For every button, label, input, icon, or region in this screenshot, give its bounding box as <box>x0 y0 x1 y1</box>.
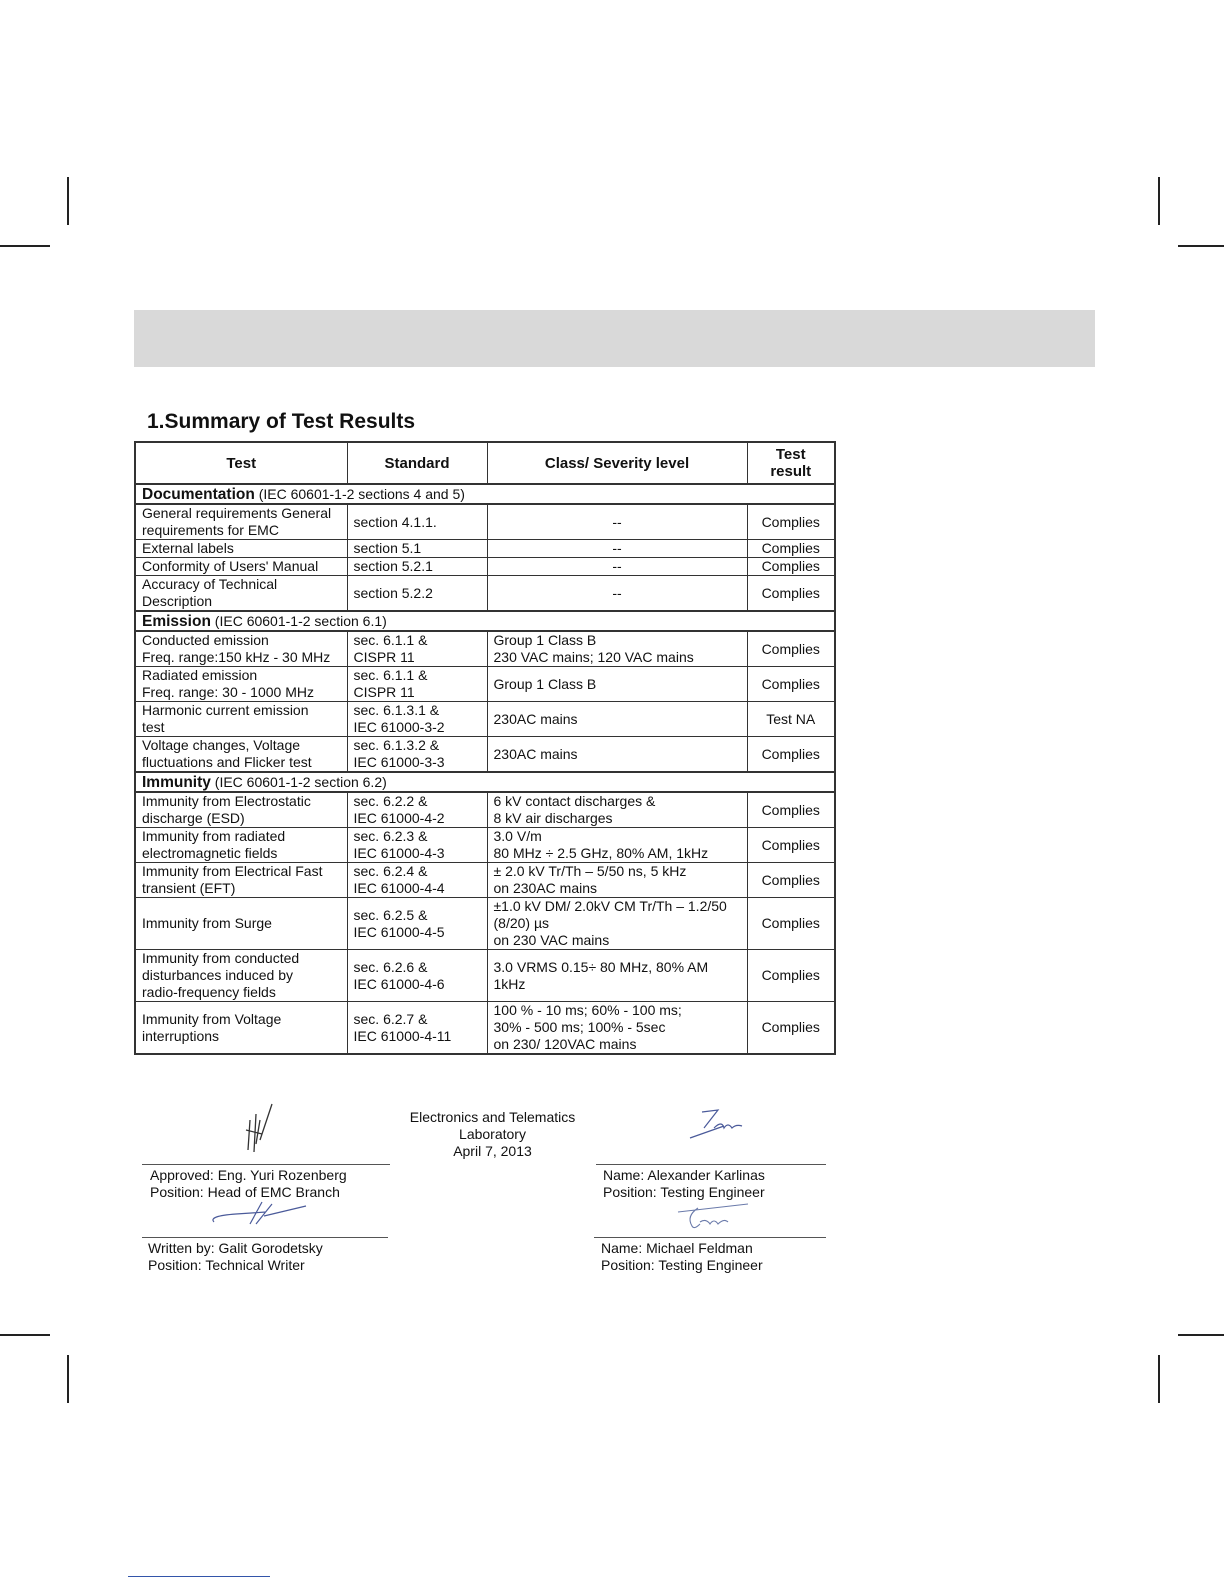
severity-level: 3.0 VRMS 0.15÷ 80 MHz, 80% AM <box>493 958 709 975</box>
cell-class <box>487 792 747 828</box>
cell-class <box>487 828 747 863</box>
group-row <box>135 611 835 631</box>
cell-test <box>135 576 347 612</box>
severity-level: Group 1 Class B <box>493 632 597 648</box>
severity-level: ± 2.0 kV Tr/Th – 5/50 ns, 5 kHz <box>493 863 687 879</box>
severity-level: -- <box>612 558 622 574</box>
severity-level: 3.0 V/m <box>493 828 542 844</box>
cell-test <box>135 540 347 558</box>
table-row <box>135 702 835 737</box>
tester2-position: Position: Testing Engineer <box>601 1257 763 1273</box>
cell-standard <box>347 950 487 1002</box>
cell-result: Complies <box>747 540 835 558</box>
cell-standard <box>347 792 487 828</box>
header-result-line2: result <box>770 463 812 480</box>
severity-level: 100 % - 10 ms; 60% - 100 ms; <box>493 1002 682 1018</box>
standard-ref: CISPR 11 <box>353 649 415 665</box>
crop-mark <box>1158 1355 1160 1403</box>
group-reference: (IEC 60601-1-2 section 6.2) <box>210 773 387 790</box>
group-row <box>135 484 835 504</box>
crop-mark <box>67 177 69 225</box>
test-name: Radiated emission <box>142 667 258 683</box>
test-name: requirements for EMC <box>142 522 279 538</box>
crop-mark <box>67 1355 69 1403</box>
table-row <box>135 631 835 667</box>
severity-level: ±1.0 kV DM/ 2.0kV CM Tr/Th – 1.2/50 <box>493 898 727 914</box>
crop-mark <box>1158 177 1160 225</box>
signature-line <box>594 1237 826 1238</box>
header-result-line1: Test <box>775 446 806 463</box>
written-name: Written by: Galit Gorodetsky <box>148 1240 323 1256</box>
severity-level: (8/20) µs <box>493 915 550 931</box>
test-name: interruptions <box>142 1027 220 1044</box>
table-row <box>135 792 835 828</box>
tester2-name: Name: Michael Feldman <box>601 1240 753 1256</box>
cell-result: Test NA <box>747 702 835 737</box>
test-name: Immunity from radiated <box>142 828 286 844</box>
cell-test <box>135 631 347 667</box>
cell-class <box>487 737 747 773</box>
standard-ref: IEC 61000-3-3 <box>353 754 445 770</box>
test-name: Conducted emission <box>142 632 269 648</box>
table-row <box>135 504 835 540</box>
footnote-rule <box>128 1576 270 1577</box>
test-name: Immunity from Electrostatic <box>142 793 311 809</box>
severity-level: 230AC mains <box>493 745 578 762</box>
group-reference: (IEC 60601-1-2 section 6.1) <box>210 612 387 629</box>
standard-ref: IEC 61000-4-5 <box>353 923 445 940</box>
standard-ref: sec. 6.2.7 & <box>353 1010 428 1027</box>
standard-ref: IEC 61000-4-2 <box>353 810 445 826</box>
approved-name: Approved: Eng. Yuri Rozenberg <box>150 1167 347 1183</box>
header-band <box>134 310 1095 367</box>
cell-result: Complies <box>747 1002 835 1055</box>
test-name: External labels <box>142 540 234 556</box>
group-name: Emission <box>142 612 211 630</box>
severity-level: Group 1 Class B <box>493 675 597 692</box>
signature-line <box>596 1164 826 1165</box>
cell-standard <box>347 558 487 576</box>
group-name: Documentation <box>142 485 255 503</box>
cell-result: Complies <box>747 792 835 828</box>
signature-line <box>142 1237 388 1238</box>
cell-result: Complies <box>747 667 835 702</box>
severity-level: 230 VAC mains; 120 VAC mains <box>493 649 694 665</box>
cell-standard <box>347 504 487 540</box>
severity-level: 8 kV air discharges <box>493 810 613 826</box>
tester2-block <box>601 1240 763 1274</box>
group-header <box>135 484 835 504</box>
standard-ref: section 5.2.1 <box>353 558 433 574</box>
standard-ref: section 5.1 <box>353 540 422 556</box>
cell-result: Complies <box>747 828 835 863</box>
header-test: Test <box>135 442 347 484</box>
test-name: Freq. range: 30 - 1000 MHz <box>142 684 314 700</box>
cell-class <box>487 576 747 612</box>
standard-ref: CISPR 11 <box>353 684 415 700</box>
cell-test <box>135 558 347 576</box>
test-name: disturbances induced by <box>142 967 293 983</box>
standard-ref: sec. 6.2.5 & <box>353 906 428 923</box>
cell-standard <box>347 631 487 667</box>
severity-level: 1kHz <box>493 975 526 992</box>
standard-ref: sec. 6.2.2 & <box>353 793 428 809</box>
standard-ref: IEC 61000-3-2 <box>353 719 445 735</box>
table-row <box>135 1002 835 1055</box>
cell-class <box>487 898 747 950</box>
cell-standard <box>347 540 487 558</box>
group-header <box>135 611 835 631</box>
cell-standard <box>347 702 487 737</box>
test-name: Description <box>142 593 213 609</box>
table-row <box>135 667 835 702</box>
group-reference: (IEC 60601-1-2 sections 4 and 5) <box>254 485 465 502</box>
cell-result: Complies <box>747 737 835 773</box>
lab-name-line2: Laboratory <box>459 1126 526 1142</box>
cell-result: Complies <box>747 950 835 1002</box>
test-name: Accuracy of Technical <box>142 576 278 592</box>
table-row <box>135 540 835 558</box>
table-row <box>135 863 835 898</box>
cell-test <box>135 737 347 773</box>
table-row <box>135 576 835 612</box>
standard-ref: sec. 6.1.1 & <box>353 667 428 683</box>
approved-block <box>150 1167 347 1201</box>
cell-standard <box>347 1002 487 1055</box>
test-name: Immunity from conducted <box>142 950 300 966</box>
cell-standard <box>347 898 487 950</box>
test-name: electromagnetic fields <box>142 845 278 861</box>
cell-class <box>487 631 747 667</box>
standard-ref: sec. 6.2.4 & <box>353 863 428 879</box>
crop-mark <box>1178 245 1224 247</box>
cell-standard <box>347 828 487 863</box>
standard-ref: sec. 6.1.3.2 & <box>353 737 440 753</box>
severity-level: on 230AC mains <box>493 880 598 896</box>
test-name: fluctuations and Flicker test <box>142 754 312 770</box>
cell-class <box>487 504 747 540</box>
cell-standard <box>347 667 487 702</box>
test-name: discharge (ESD) <box>142 810 245 826</box>
test-name: radio-frequency fields <box>142 984 276 1000</box>
approved-position: Position: Head of EMC Branch <box>150 1184 340 1200</box>
cell-test <box>135 950 347 1002</box>
severity-level: -- <box>612 513 622 530</box>
header-result <box>747 442 835 484</box>
table-row <box>135 828 835 863</box>
test-name: transient (EFT) <box>142 880 236 896</box>
group-name: Immunity <box>142 773 211 791</box>
written-block <box>148 1240 323 1274</box>
cell-test <box>135 898 347 950</box>
lab-date: April 7, 2013 <box>453 1143 532 1159</box>
standard-ref: IEC 61000-4-6 <box>353 975 445 992</box>
cell-test <box>135 828 347 863</box>
severity-level: 6 kV contact discharges & <box>493 793 656 809</box>
cell-standard <box>347 576 487 612</box>
test-name: General requirements General <box>142 505 332 521</box>
test-results-table <box>134 441 836 1055</box>
standard-ref: IEC 61000-4-3 <box>353 845 445 861</box>
test-name: Voltage changes, Voltage <box>142 737 301 753</box>
severity-level: on 230/ 120VAC mains <box>493 1036 637 1052</box>
standard-ref: section 5.2.2 <box>353 584 433 601</box>
test-name: Immunity from Voltage <box>142 1010 282 1027</box>
cell-result: Complies <box>747 576 835 612</box>
tester1-name: Name: Alexander Karlinas <box>603 1167 765 1183</box>
standard-ref: sec. 6.1.1 & <box>353 632 428 648</box>
cell-class <box>487 1002 747 1055</box>
test-name: Freq. range:150 kHz - 30 MHz <box>142 649 331 665</box>
tester1-block <box>603 1167 765 1201</box>
header-class: Class/ Severity level <box>487 442 747 484</box>
section-title: 1.Summary of Test Results <box>147 410 416 433</box>
cell-standard <box>347 863 487 898</box>
signature-line <box>142 1164 390 1165</box>
table-header-row <box>135 442 835 484</box>
test-name: Conformity of Users' Manual <box>142 558 319 574</box>
crop-mark <box>0 245 50 247</box>
crop-mark <box>0 1334 50 1336</box>
cell-class <box>487 702 747 737</box>
cell-test <box>135 702 347 737</box>
signature-rozenberg <box>236 1100 296 1158</box>
standard-ref: IEC 61000-4-11 <box>353 1027 452 1044</box>
table-body <box>135 484 835 1054</box>
group-row <box>135 772 835 792</box>
severity-level: -- <box>612 540 622 556</box>
crop-mark <box>1178 1334 1224 1336</box>
table-row <box>135 950 835 1002</box>
cell-result: Complies <box>747 558 835 576</box>
cell-test <box>135 792 347 828</box>
table-row <box>135 737 835 773</box>
cell-test <box>135 667 347 702</box>
cell-class <box>487 540 747 558</box>
severity-level: 80 MHz ÷ 2.5 GHz, 80% AM, 1kHz <box>493 845 709 861</box>
lab-name-line1: Electronics and Telematics <box>409 1109 576 1125</box>
standard-ref: sec. 6.2.3 & <box>353 828 428 844</box>
severity-level: 230AC mains <box>493 710 578 727</box>
test-name: Immunity from Surge <box>142 915 272 931</box>
test-name: Immunity from Electrical Fast <box>142 863 323 879</box>
cell-test <box>135 863 347 898</box>
written-position: Position: Technical Writer <box>148 1257 305 1273</box>
signature-feldman <box>670 1198 760 1232</box>
severity-level: 30% - 500 ms; 100% - 5sec <box>493 1019 666 1035</box>
tester1-position: Position: Testing Engineer <box>603 1184 765 1200</box>
lab-block <box>380 1109 605 1160</box>
cell-test <box>135 1002 347 1055</box>
standard-ref: sec. 6.2.6 & <box>353 958 428 975</box>
standard-ref: sec. 6.1.3.1 & <box>353 702 440 718</box>
table-row <box>135 898 835 950</box>
group-header <box>135 772 835 792</box>
cell-result: Complies <box>747 863 835 898</box>
test-name: Harmonic current emission <box>142 702 309 718</box>
header-standard: Standard <box>347 442 487 484</box>
severity-level: -- <box>612 584 622 601</box>
cell-result: Complies <box>747 504 835 540</box>
cell-class <box>487 667 747 702</box>
cell-result: Complies <box>747 898 835 950</box>
cell-class <box>487 863 747 898</box>
cell-class <box>487 950 747 1002</box>
cell-standard <box>347 737 487 773</box>
cell-result: Complies <box>747 631 835 667</box>
standard-ref: IEC 61000-4-4 <box>353 880 445 896</box>
severity-level: on 230 VAC mains <box>493 932 610 948</box>
table-row <box>135 558 835 576</box>
signature-karlinas <box>688 1106 748 1142</box>
cell-class <box>487 558 747 576</box>
test-name: test <box>142 719 165 735</box>
cell-test <box>135 504 347 540</box>
standard-ref: section 4.1.1. <box>353 513 437 530</box>
